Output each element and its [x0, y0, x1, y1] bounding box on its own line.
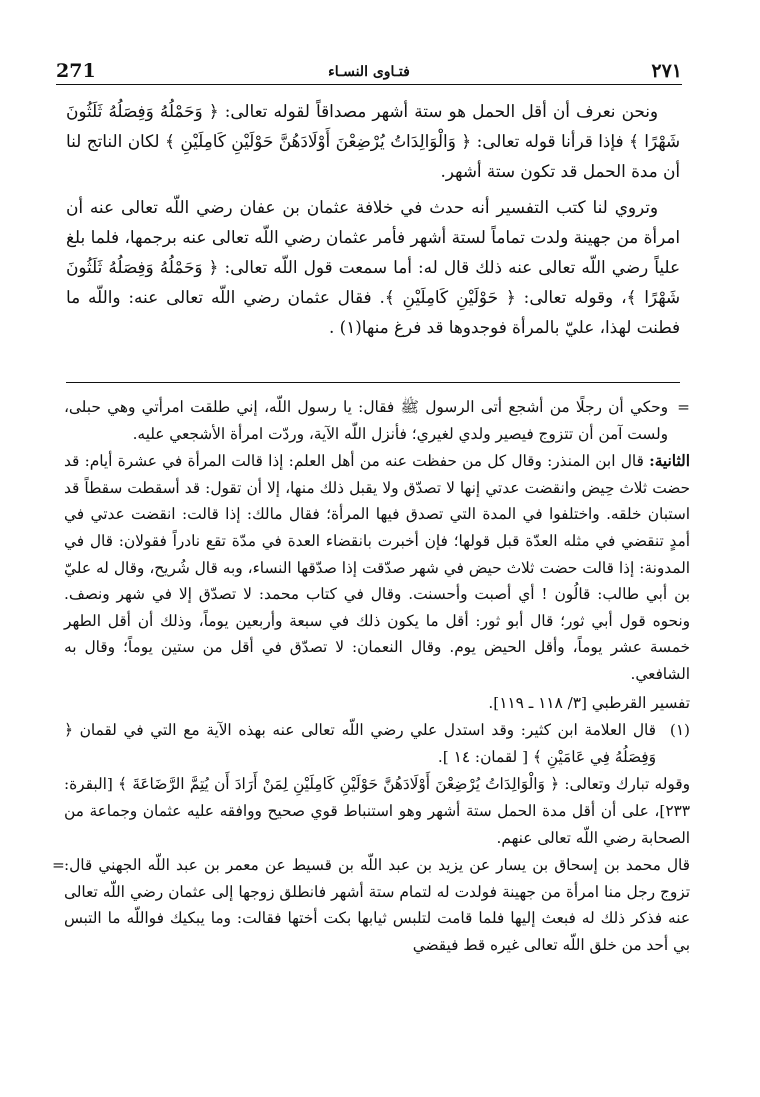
main-paragraph-1: ونحن نعرف أن أقل الحمل هو ستة أشهر مصداقاً لقوله تعالى: ﴿ وَحَمْلُهُ وَفِصَلُهُ ثَلَثُونَ شَهْرًا ﴾ فإذا قرأنا قوله تعالى: ﴿ وَالْوَالِدَاتُ يُرْضِعْنَ أَوْلَادَهُنَّ حَوْلَيْنِ كَامِلَيْنِ ﴾ لكان الناتج لنا أن مدة الحمل قد تكون ستة أشهر.: [66, 101, 680, 181]
running-title: فتـاوى النسـاء: [328, 64, 410, 80]
footnote-second: [64, 448, 690, 687]
footnote-1-text-a: قال العلامة ابن كثير: وقد استدل علي رضي اللّه تعالى عنه بهذه الآية مع التي في لقمان ﴿ وَفِصَلُهُ فِي عَامَيْنِ ﴾ [ لقمان: ١٤ ].: [64, 721, 656, 766]
second-text: قال ابن المنذر: وقال كل من حفظت عنه من أهل العلم: إذا قالت المرأة في عشرة أيام: قد حضت ثلاث حِيض وانقضت عدتي إنها لا تصدّق ولا يقبل ذلك منها، إلا أن تقول: قد أسقطت سقطاً قد استبان خلقه. واختلفوا في المدة التي تصدق فيها المرأة؛ فقال مالك: إذا قالت: انقضت عدتي في أمدٍ تنقضي في مثله العدّة قبل قولها؛ فإن أخبرت بانقضاء العدة في مدّة تقع نادراً فقولان: قال في المدونة: إذا قالت حضت ثلاث حيض في شهر صدّقت إذا صدّقها النساء، وبه قال شُريح، وقال له عليّ بن أبي طالب: قالُون ! أي أصبت وأحسنت. وقال في كتاب محمد: لا تصدّق إلا في شهر ونصف. ونحوه قول أبي ثور؛ قال أبو ثور: أقل ما يكون ذلك في سبعة وأربعين يوماً، وذلك أن أقل الطهر خمسة عشر يوماً، وأقل الحيض يوم. وقال النعمان: لا تصدّق في أقل من ستين يوماً؛ وقال به الشافعي.: [64, 452, 690, 683]
citation-qurtubi: تفسير القرطبي [٣/ ١١٨ ـ ١١٩].: [488, 693, 690, 712]
footnote-1-mark: (١): [669, 721, 690, 740]
continuation-mark: =: [677, 398, 690, 416]
footnotes: [52, 394, 690, 959]
page-header: [56, 56, 682, 86]
footnote-separator: [66, 382, 680, 383]
continues-mark: =: [52, 856, 65, 875]
second-label: الثانية:: [649, 452, 690, 471]
continuation-text: وحكي أن رجلًا من أشجع أتى الرسول ﷺ فقال: يا رسول اللّه، إني طلقت امرأتي وهي حبلى، ولست آمن أن تتزوج فيصير ولدي لغيري؛ فأنزل اللّه الآية، وردّت امرأة الأشجعي عليه.: [64, 398, 668, 443]
page-number-latin: 271: [56, 60, 96, 82]
page-number-arabic: ٢٧١: [651, 60, 682, 82]
footnote-1-paragraph-b: وقوله تبارك وتعالى: ﴿ وَالْوَالِدَاتُ يُرْضِعْنَ أَوْلَادَهُنَّ حَوْلَيْنِ كَامِلَيْنِ لِمَنْ أَرَادَ أَن يُتِمَّ الرَّضَاعَةَ ﴾ [البقرة: ٢٣٣]، على أن أقل مدة الحمل ستة أشهر وهو استنباط قوي صحيح ووافقه عليه عثمان وجماعة من الصحابة رضي اللّه تعالى عنهم.: [64, 775, 690, 847]
header-rule: [56, 84, 682, 85]
footnote-1-paragraph-c: [52, 852, 690, 958]
main-paragraph-2: وتروي لنا كتب التفسير أنه حدث في خلافة عثمان بن عفان رضي اللّه تعالى عنه أن امرأة من جهينة ولدت تماماً لستة أشهر فأمر عثمان رضي اللّه تعالى عنه برجمها، فلما بلغ علياً رضي اللّه تعالى عنه ذلك قال له: أما سمعت قول اللّه تعالى: ﴿ وَحَمْلُهُ وَفِصَلُهُ ثَلَثُونَ شَهْرًا ﴾، وقوله تعالى: ﴿ حَوْلَيْنِ كَامِلَيْنِ ﴾. فقال عثمان رضي اللّه تعالى عنه: واللّه ما فطنت لهذا، عليّ بالمرأة فوجدوها قد فرغ منها(١) .: [66, 197, 680, 337]
main-text: [66, 96, 680, 348]
footnote-1: [64, 717, 690, 770]
footnote-1-text-c: قال محمد بن إسحاق بن يسار عن يزيد بن عبد اللّه بن قسيط عن معمر بن عبد اللّه الجهني قال: تزوج رجل منا امرأة من جهينة فولدت له لتمام ستة أشهر فانطلق زوجها إلى عثمان رضي اللّه تعالى عنه فذكر ذلك له فبعث إليها فلما قامت لتلبس ثيابها بكت أختها فقالت: وما يبكيك فواللّه ما التبس بي أحد من خلق اللّه تعالى غيره قط فيقضي: [64, 856, 690, 954]
footnote-continuation: [64, 394, 690, 447]
